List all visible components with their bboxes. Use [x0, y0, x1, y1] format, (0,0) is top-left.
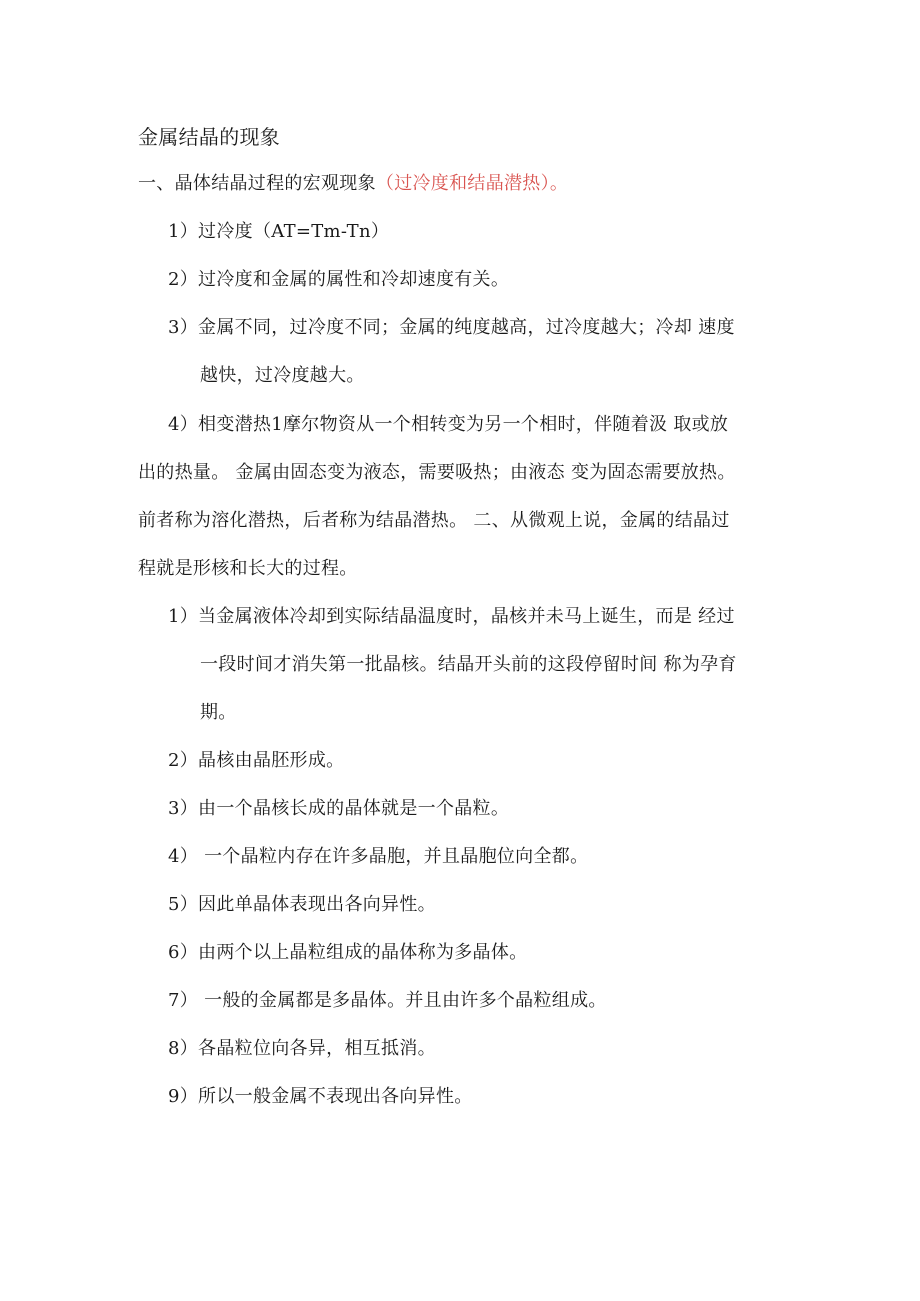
point-2-supercooling-factors: 2）过冷度和金属的属性和冷却速度有关。: [168, 269, 510, 290]
micro-point-8: 8）各晶粒位向各异，相互抵消。: [168, 1038, 436, 1059]
micro-point-4: 4） 一个晶粒内存在许多晶胞，并且晶胞位向全都。: [168, 846, 589, 867]
micro-point-1-continuation: 期。: [200, 702, 237, 723]
micro-point-7: 7） 一般的金属都是多晶体。并且由许多个晶粒组成。: [168, 990, 607, 1011]
micro-point-1-continuation: 一段时间才消失第一批晶核。结晶开头前的这段停留时间 称为孕育: [200, 654, 737, 675]
micro-point-5: 5）因此单晶体表现出各向异性。: [168, 894, 436, 915]
section-1-heading-accent: （过冷度和结晶潜热）。: [375, 173, 569, 194]
paragraph-line: 出的热量。 金属由固态变为液态，需要吸热；由液态 变为固态需要放热。: [138, 462, 736, 483]
section-1-heading-text: 一、晶体结晶过程的宏观现象: [138, 173, 376, 194]
micro-point-9: 9）所以一般金属不表现出各向异性。: [168, 1086, 473, 1107]
section-1-heading: [138, 172, 568, 196]
micro-point-2: 2）晶核由晶胚形成。: [168, 750, 345, 771]
point-3-purity: 3）金属不同，过冷度不同；金属的纯度越高，过冷度越大；冷却 速度: [168, 317, 735, 338]
point-3-continuation: 越快，过冷度越大。: [200, 365, 365, 386]
paragraph-line: 前者称为溶化潜热，后者称为结晶潜热。 二、从微观上说，金属的结晶过: [138, 510, 730, 531]
paragraph-line: 程就是形核和长大的过程。: [138, 558, 358, 579]
micro-point-3: 3）由一个晶核长成的晶体就是一个晶粒。: [168, 798, 510, 819]
point-1-supercooling: 1）过冷度（AT=Tm-Tn）: [168, 221, 390, 242]
document-title: 金属结晶的现象: [138, 125, 281, 149]
point-4-latent-heat: 4）相变潜热1摩尔物资从一个相转变为另一个相时，伴随着汲 取或放: [168, 414, 729, 435]
micro-point-1: 1）当金属液体冷却到实际结晶温度时，晶核并未马上诞生，而是 经过: [168, 606, 735, 627]
micro-point-6: 6）由两个以上晶粒组成的晶体称为多晶体。: [168, 942, 528, 963]
